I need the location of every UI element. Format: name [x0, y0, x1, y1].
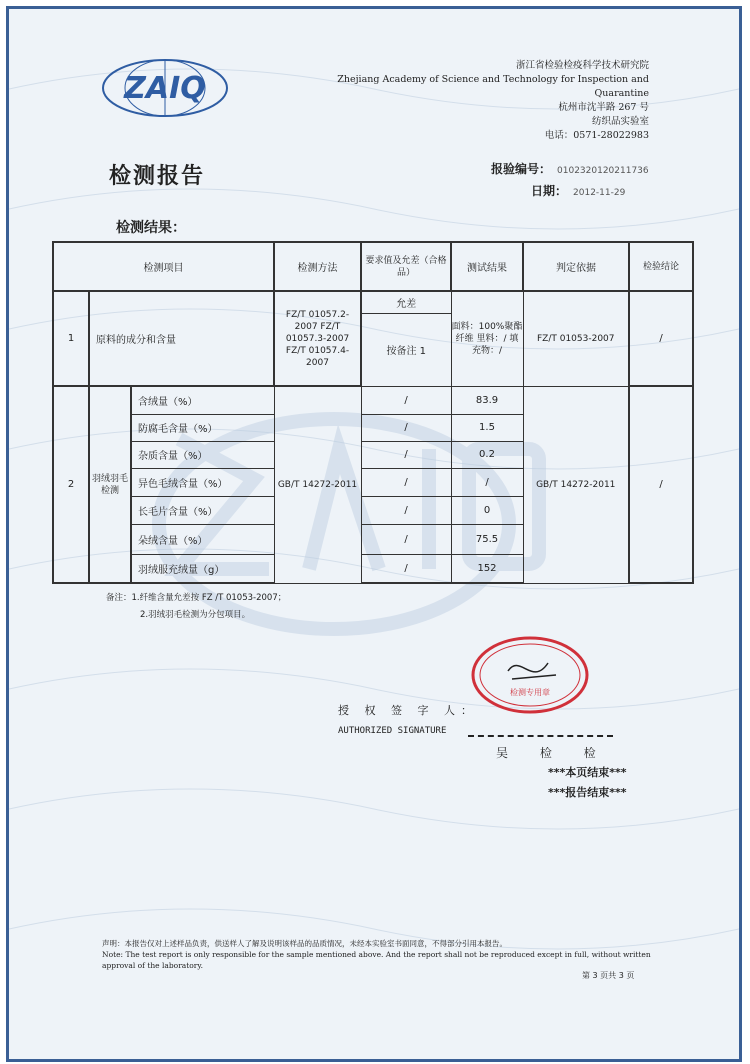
zaiq-logo	[95, 53, 235, 123]
results-label: 检测结果：	[116, 220, 186, 236]
sub-result: 1.5	[451, 414, 523, 441]
sub-requirement: /	[361, 554, 451, 583]
sub-requirement: /	[361, 524, 451, 554]
row-conclusion: /	[629, 291, 693, 386]
col-header-basis: 判定依据	[523, 242, 629, 291]
institute-name-cn: 浙江省检验检疫科学技术研究院	[515, 60, 649, 71]
row-group: 羽绒羽毛检测	[89, 386, 131, 583]
sub-requirement: /	[361, 496, 451, 524]
report-number-label: 报验编号：	[491, 162, 552, 176]
row-conclusion: /	[629, 386, 693, 583]
svg-text:检测专用章: 检测专用章	[510, 688, 550, 697]
col-header-requirement: 要求值及允差（合格品）	[361, 242, 451, 291]
row-number: 1	[53, 291, 89, 386]
row-number: 2	[53, 386, 89, 583]
col-header-method: 检测方法	[274, 242, 361, 291]
sub-item: 杂质含量（%）	[131, 441, 274, 468]
signer-name: 吴 检 检	[496, 746, 610, 760]
page-number: 第 3 页共 3 页	[582, 971, 635, 980]
sub-requirement: /	[361, 441, 451, 468]
declaration	[102, 938, 662, 971]
inspection-seal	[470, 635, 590, 715]
sub-item: 防腐毛含量（%）	[131, 414, 274, 441]
declaration-cn: 声明：本报告仅对上述样品负责，供送样人了解及说明该样品的品质情况，未经本实验室书面同意，不得部分引用本报告。	[102, 939, 507, 948]
sub-result: 75.5	[451, 524, 523, 554]
notes	[106, 590, 286, 624]
end-of-report: ***报告结束***	[548, 786, 627, 799]
report-title: 检测报告	[109, 164, 206, 189]
sub-result: /	[451, 468, 523, 496]
col-header-item: 检测项目	[53, 242, 274, 291]
institute-name-en: Zhejiang Academy of Science and Technology for Inspection and Quarantine	[337, 74, 649, 99]
col-header-conclusion: 检验结论	[629, 242, 693, 291]
report-meta	[491, 159, 649, 203]
report-date-label: 日期：	[531, 184, 568, 198]
row-item: 原料的成分和含量	[89, 291, 274, 386]
signature-line	[468, 735, 613, 737]
institute-phone: 电话：0571-28022983	[544, 130, 649, 141]
row-requirement-note: 按备注 1	[361, 313, 451, 386]
row-method: FZ/T 01057.2-2007 FZ/T 01057.3-2007 FZ/T 01057.4-2007	[274, 291, 361, 386]
report-number: 0102320120211736	[557, 166, 649, 176]
sub-item: 长毛片含量（%）	[131, 496, 274, 524]
institute-address: 杭州市沈半路 267 号	[558, 102, 649, 113]
note-2: 2.羽绒羽毛检测为分包项目。	[140, 610, 251, 620]
sub-result: 0.2	[451, 441, 523, 468]
institute-lab: 纺织品实验室	[591, 116, 649, 127]
signature-label-cn: 授 权 签 字 人：	[338, 704, 478, 717]
row-result: 面料：100%聚酯纤维 里料：/ 填充物：/	[451, 291, 523, 386]
sub-requirement: /	[361, 414, 451, 441]
results-table	[52, 241, 694, 584]
row-requirement-tolerance: 允差	[361, 291, 451, 313]
institute-info	[299, 59, 649, 143]
sub-item: 含绒量（%）	[131, 386, 274, 414]
row-basis: GB/T 14272-2011	[523, 386, 629, 583]
note-1: 备注：1.纤维含量允差按 FZ /T 01053-2007；	[106, 593, 287, 603]
sub-item: 羽绒服充绒量（g）	[131, 554, 274, 583]
sub-requirement: /	[361, 468, 451, 496]
sub-result: 0	[451, 496, 523, 524]
svg-text:ZAIQ: ZAIQ	[124, 71, 206, 106]
sub-result: 83.9	[451, 386, 523, 414]
sub-result: 152	[451, 554, 523, 583]
end-of-page: ***本页结束***	[548, 766, 627, 779]
row-method: GB/T 14272-2011	[274, 386, 361, 583]
col-header-result: 测试结果	[451, 242, 523, 291]
sub-item: 异色毛绒含量（%）	[131, 468, 274, 496]
table-row	[53, 291, 693, 313]
sub-item: 朵绒含量（%）	[131, 524, 274, 554]
sub-requirement: /	[361, 386, 451, 414]
report-date: 2012-11-29	[573, 188, 626, 198]
declaration-en: Note: The test report is only responsible for the sample mentioned above. And the report shall not be reproduced except in full, without written approval of the laboratory.	[102, 950, 651, 970]
row-basis: FZ/T 01053-2007	[523, 291, 629, 386]
table-header-row	[53, 242, 693, 291]
signature-label-en: AUTHORIZED SIGNATURE	[338, 726, 447, 736]
table-row	[53, 386, 693, 414]
